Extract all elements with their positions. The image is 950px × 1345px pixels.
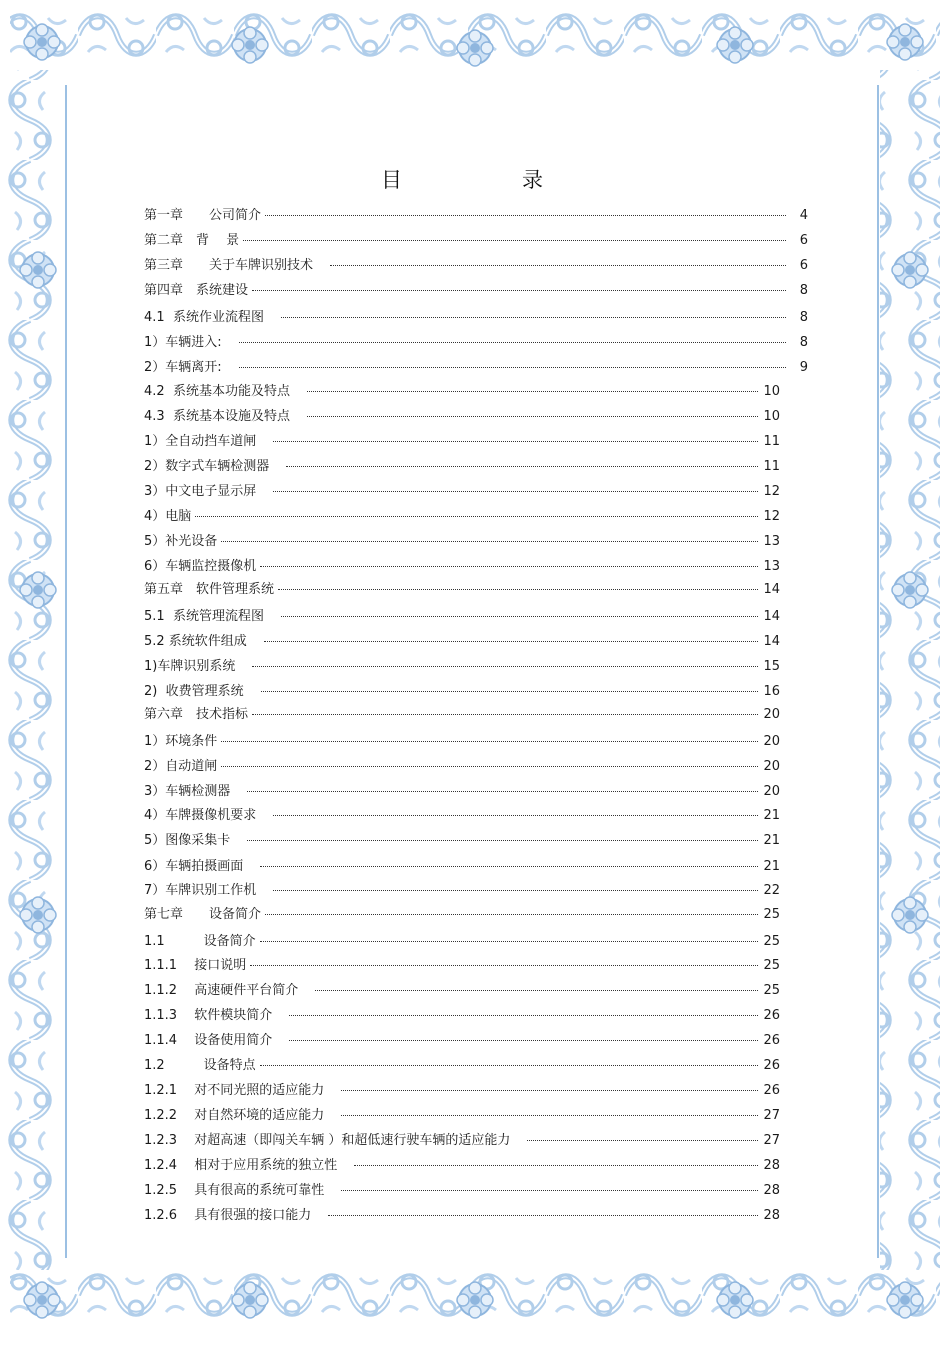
toc-entry[interactable] (144, 780, 780, 802)
toc-leader-dots (195, 516, 758, 517)
toc-entry[interactable] (144, 1004, 780, 1026)
toc-entry-label: 第六章 技术指标 (144, 707, 249, 722)
toc-entry-label: 6）车辆监控摄像机 (144, 559, 257, 574)
toc-entry[interactable] (144, 279, 808, 301)
toc-entry-label: 2) 收费管理系统 (144, 684, 257, 699)
toc-entry-label: 5.1 系统管理流程图 (144, 609, 277, 624)
toc-leader-dots (260, 866, 758, 867)
toc-page-number: 12 (763, 484, 780, 499)
toc-entry[interactable] (144, 306, 808, 328)
toc-leader-dots (527, 1140, 758, 1141)
toc-entry-label: 1.1.2 高速硬件平台简介 (144, 983, 312, 998)
toc-entry[interactable] (144, 903, 780, 925)
toc-entry[interactable] (144, 204, 808, 226)
toc-entry[interactable] (144, 804, 780, 826)
toc-entry[interactable] (144, 530, 780, 552)
toc-page-number: 20 (763, 759, 780, 774)
toc-leader-dots (221, 741, 758, 742)
toc-page-number: 28 (763, 1208, 780, 1223)
toc-entry-label: 4.3 系统基本设施及特点 (144, 409, 303, 424)
toc-leader-dots (250, 965, 758, 966)
toc-entry[interactable] (144, 630, 780, 652)
toc-page-number: 25 (763, 907, 780, 922)
toc-entry-label: 7）车牌识别工作机 (144, 883, 270, 898)
toc-entry[interactable] (144, 1054, 780, 1076)
toc-leader-dots (307, 416, 758, 417)
toc-entry[interactable] (144, 855, 780, 877)
toc-leader-dots (265, 215, 786, 216)
toc-leader-dots (307, 391, 758, 392)
toc-leader-dots (273, 815, 758, 816)
toc-leader-dots (252, 290, 786, 291)
toc-entry[interactable] (144, 578, 780, 600)
toc-page-number: 11 (763, 459, 780, 474)
toc-page-number: 21 (763, 833, 780, 848)
toc-leader-dots (315, 990, 758, 991)
toc-leader-dots (354, 1165, 758, 1166)
toc-entry[interactable] (144, 455, 780, 477)
toc-page-number: 27 (763, 1133, 780, 1148)
toc-page-number: 26 (763, 1033, 780, 1048)
toc-leader-dots (261, 691, 758, 692)
toc-page-number: 21 (763, 808, 780, 823)
toc-leader-dots (260, 1065, 758, 1066)
toc-page-number: 6 (799, 258, 808, 273)
toc-leader-dots (341, 1190, 758, 1191)
toc-entry[interactable] (144, 356, 808, 378)
toc-entry-label: 1.1.3 软件模块简介 (144, 1008, 286, 1023)
toc-leader-dots (341, 1090, 758, 1091)
toc-entry[interactable] (144, 954, 780, 976)
toc-entry-label: 1.1.4 设备使用简介 (144, 1033, 286, 1048)
toc-entry-label: 4）车牌摄像机要求 (144, 808, 270, 823)
toc-entry-label: 4）电脑 (144, 509, 192, 524)
toc-entry-label: 第四章 系统建设 (144, 283, 249, 298)
toc-entry-label: 5）图像采集卡 (144, 833, 244, 848)
toc-page-number: 12 (763, 509, 780, 524)
toc-entry-label: 第五章 软件管理系统 (144, 582, 275, 597)
toc-entry[interactable] (144, 1204, 780, 1226)
toc-entry-label: 第三章 关于车牌识别技术 (144, 258, 327, 273)
toc-page-number: 25 (763, 958, 780, 973)
toc-title: 目 录 (381, 168, 569, 192)
toc-entry[interactable] (144, 254, 808, 276)
toc-page-number: 26 (763, 1008, 780, 1023)
toc-leader-dots (281, 317, 786, 318)
toc-leader-dots (239, 342, 786, 343)
toc-leader-dots (252, 666, 758, 667)
toc-entry[interactable] (144, 331, 808, 353)
toc-entry[interactable] (144, 1029, 780, 1051)
toc-leader-dots (239, 367, 786, 368)
toc-page-number: 13 (763, 559, 780, 574)
toc-page-number: 10 (763, 409, 780, 424)
toc-entry[interactable] (144, 505, 780, 527)
toc-entry-label: 6）车辆拍摄画面 (144, 859, 257, 874)
toc-leader-dots (273, 890, 758, 891)
toc-entry[interactable] (144, 380, 780, 402)
toc-page-number: 4 (799, 208, 808, 223)
toc-entry[interactable] (144, 1104, 780, 1126)
toc-page-number: 28 (763, 1183, 780, 1198)
toc-entry-label: 2）自动道闸 (144, 759, 218, 774)
toc-page-number: 6 (799, 233, 808, 248)
toc-entry[interactable] (144, 229, 808, 251)
toc-entry[interactable] (144, 1154, 780, 1176)
toc-page-number: 10 (763, 384, 780, 399)
toc-page-number: 8 (799, 283, 808, 298)
toc-entry-label: 1.2 设备特点 (144, 1058, 256, 1073)
toc-page-number: 16 (763, 684, 780, 699)
toc-entry-label: 4.2 系统基本功能及特点 (144, 384, 303, 399)
toc-page-number: 21 (763, 859, 780, 874)
toc-leader-dots (221, 541, 758, 542)
toc-entry[interactable] (144, 680, 780, 702)
toc-page-number: 20 (763, 707, 780, 722)
toc-entry[interactable] (144, 1129, 780, 1151)
toc-entry-label: 1.2.5 具有很高的系统可靠性 (144, 1183, 338, 1198)
toc-entry-label: 1)车牌识别系统 (144, 659, 249, 674)
toc-entry-label: 5）补光设备 (144, 534, 218, 549)
toc-entry[interactable] (144, 655, 780, 677)
toc-entry-label: 1.2.2 对自然环境的适应能力 (144, 1108, 338, 1123)
toc-entry[interactable] (144, 829, 780, 851)
toc-leader-dots (330, 265, 786, 266)
toc-entry[interactable] (144, 755, 780, 777)
toc-leader-dots (281, 616, 758, 617)
toc-entry[interactable] (144, 703, 780, 725)
toc-page-number: 14 (763, 582, 780, 597)
toc-entry-label: 3）车辆检测器 (144, 784, 244, 799)
toc-entry-label: 1.2.1 对不同光照的适应能力 (144, 1083, 338, 1098)
toc-entry[interactable] (144, 480, 780, 502)
toc-entry[interactable] (144, 879, 780, 901)
toc-leader-dots (273, 441, 758, 442)
toc-entry[interactable] (144, 405, 780, 427)
toc-leader-dots (286, 466, 758, 467)
toc-page-number: 26 (763, 1058, 780, 1073)
toc-leader-dots (221, 766, 758, 767)
toc-page-number: 22 (763, 883, 780, 898)
toc-leader-dots (328, 1215, 758, 1216)
toc-entry[interactable] (144, 730, 780, 752)
toc-leader-dots (260, 566, 758, 567)
toc-entry[interactable] (144, 1079, 780, 1101)
toc-page-number: 26 (763, 1083, 780, 1098)
toc-entry-label: 2）数字式车辆检测器 (144, 459, 283, 474)
toc-entry[interactable] (144, 1179, 780, 1201)
toc-leader-dots (247, 840, 758, 841)
toc-page-number: 20 (763, 784, 780, 799)
toc-leader-dots (278, 589, 758, 590)
toc-leader-dots (341, 1115, 758, 1116)
toc-leader-dots (289, 1040, 758, 1041)
toc-entry[interactable] (144, 430, 780, 452)
toc-entry-label: 3）中文电子显示屏 (144, 484, 270, 499)
toc-entry-label: 第二章 背 景 (144, 233, 240, 248)
toc-entry-label: 2）车辆离开: (144, 360, 235, 375)
toc-entry-label: 1.2.6 具有很强的接口能力 (144, 1208, 325, 1223)
toc-page-number: 25 (763, 934, 780, 949)
toc-entry[interactable] (144, 979, 780, 1001)
toc-entry[interactable] (144, 555, 780, 577)
toc-page-number: 13 (763, 534, 780, 549)
toc-page-number: 15 (763, 659, 780, 674)
toc-entry-label: 1）全自动挡车道闸 (144, 434, 270, 449)
toc-entry-label: 1.2.4 相对于应用系统的独立性 (144, 1158, 351, 1173)
toc-leader-dots (260, 941, 758, 942)
toc-entry-label: 5.2 系统软件组成 (144, 634, 260, 649)
toc-entry-label: 1）环境条件 (144, 734, 218, 749)
toc-entry-label: 1.1 设备简介 (144, 934, 256, 949)
toc-page-number: 9 (799, 360, 808, 375)
toc-entry[interactable] (144, 930, 780, 952)
toc-entry-label: 1.1.1 接口说明 (144, 958, 247, 973)
toc-page-number: 11 (763, 434, 780, 449)
toc-entry[interactable] (144, 605, 780, 627)
toc-page-number: 20 (763, 734, 780, 749)
toc-leader-dots (265, 914, 758, 915)
toc-page-number: 8 (799, 335, 808, 350)
toc-entry-label: 第一章 公司简介 (144, 208, 262, 223)
toc-page-number: 8 (799, 310, 808, 325)
toc-entry-label: 第七章 设备简介 (144, 907, 262, 922)
toc-entry-label: 1）车辆进入: (144, 335, 235, 350)
toc-leader-dots (273, 491, 758, 492)
toc-leader-dots (243, 240, 786, 241)
toc-page-number: 14 (763, 634, 780, 649)
toc-leader-dots (264, 641, 758, 642)
toc-entry-label: 4.1 系统作业流程图 (144, 310, 277, 325)
toc-page-number: 28 (763, 1158, 780, 1173)
toc-leader-dots (289, 1015, 758, 1016)
toc-entry-label: 1.2.3 对超高速（即闯关车辆 ）和超低速行驶车辆的适应能力 (144, 1133, 524, 1148)
toc-page-number: 14 (763, 609, 780, 624)
toc-page-number: 27 (763, 1108, 780, 1123)
toc-page-number: 25 (763, 983, 780, 998)
toc-leader-dots (247, 791, 758, 792)
toc-leader-dots (252, 714, 758, 715)
